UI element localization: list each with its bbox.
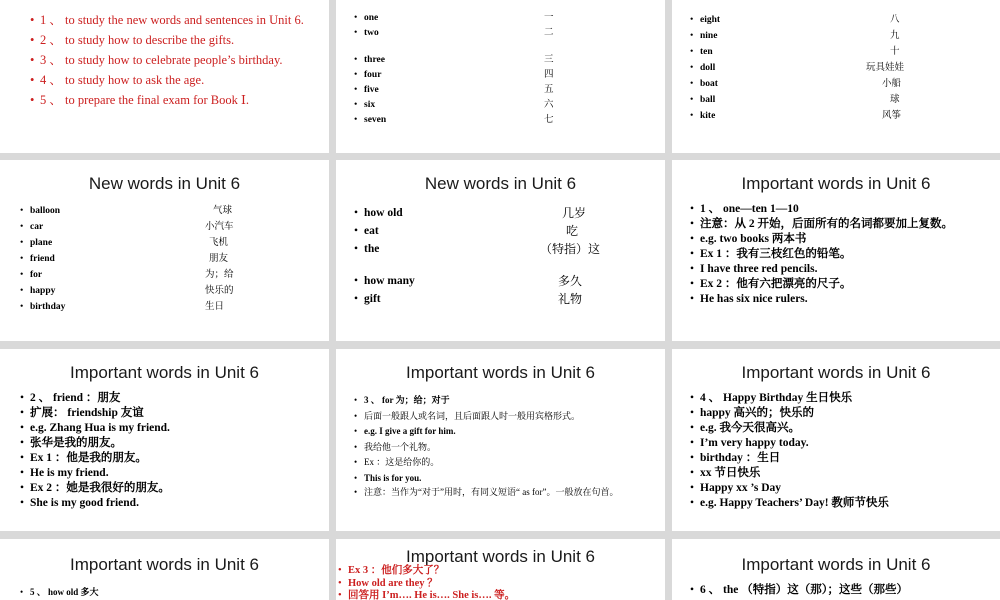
list-item: • Ex ：这是给你的。 <box>354 455 654 471</box>
list-item: • He has six nice rulers. <box>690 292 990 307</box>
list-item: • 5 、 how old 多大 <box>20 585 320 600</box>
list-item: • e.g. Zhang Hua is my friend. <box>20 421 320 436</box>
list-item: • I’m very happy today. <box>690 436 990 451</box>
word-en: one <box>364 13 379 23</box>
list-item: • 4 、 to study how to ask the age. <box>30 72 315 88</box>
list-item: • Ex 3 ：他们多大了？ <box>338 565 658 578</box>
word-en: four <box>364 70 382 80</box>
list-item <box>20 267 320 283</box>
list-item: • 1 、 one—ten 1—10 <box>690 202 990 217</box>
list-item: • e.g. Happy Teachers’ Day! 教师节快乐 <box>690 496 990 511</box>
list-item: • 5 、 to prepare the final exam for Book Ⅰ. <box>30 92 315 108</box>
list-item <box>690 44 990 60</box>
slide-2 <box>336 0 665 153</box>
list-item: • How old are they ？ <box>338 578 658 591</box>
notes-list <box>690 583 995 598</box>
word-cn: 为；给 <box>205 270 234 280</box>
list-item <box>20 251 320 267</box>
word-cn: 吃 <box>566 224 579 238</box>
word-cn: 玩具娃娃 <box>866 63 905 73</box>
list-item: • Ex 1 ：我有三枝红色的铅笔。 <box>690 247 990 262</box>
list-item <box>354 290 654 308</box>
word-cn: 风筝 <box>882 111 902 121</box>
list-item <box>354 11 654 26</box>
list-item: • She is my good friend. <box>20 496 320 511</box>
list-item <box>354 53 654 68</box>
list-item <box>20 203 320 219</box>
word-en: boat <box>700 79 718 89</box>
word-cn: 一 <box>544 13 554 23</box>
word-en: how old <box>364 207 403 219</box>
word-en: kite <box>700 111 716 121</box>
list-item <box>20 235 320 251</box>
list-item <box>354 26 654 53</box>
word-en: happy <box>30 286 56 296</box>
list-item: • Ex 2 ：他有六把漂亮的尺子。 <box>690 277 990 292</box>
slide-title: New words in Unit 6 <box>424 174 577 193</box>
word-cn: 五 <box>544 85 554 95</box>
word-en: ball <box>700 95 716 105</box>
slide-title: Important words in Unit 6 <box>406 363 595 382</box>
word-en: ten <box>700 47 713 57</box>
objectives-list <box>30 12 315 112</box>
list-item: • 我给他一个礼物。 <box>354 440 654 456</box>
list-item: • 注意：当作为“对于”用时，有同义短语“ as for”。一般放在句首。 <box>354 486 654 499</box>
list-item: • He is my friend. <box>20 466 320 481</box>
word-en: six <box>364 100 376 110</box>
word-en: how many <box>364 275 415 287</box>
list-item <box>354 240 654 272</box>
word-en: balloon <box>30 206 61 216</box>
slide-1 <box>0 0 329 153</box>
vocab-list <box>354 204 654 308</box>
word-cn: 六 <box>544 100 554 110</box>
list-item: • 后面一般跟人或名词，且后面跟人时一般用宾格形式。 <box>354 409 654 425</box>
word-cn: 小汽车 <box>205 222 234 232</box>
list-item: • 回答用 I’m…. He is…. She is…. 等。 <box>338 590 658 600</box>
word-en: eat <box>364 225 379 237</box>
word-cn: 二 <box>544 28 554 38</box>
slide-7 <box>0 349 329 531</box>
list-item <box>354 113 654 128</box>
list-item <box>354 98 654 113</box>
slide-title: Important words in Unit 6 <box>70 555 259 574</box>
list-item: • 2 、 to study how to describe the gifts. <box>30 32 315 48</box>
word-en: friend <box>30 254 55 264</box>
list-item: • Ex 2 ：她是我很好的朋友。 <box>20 481 320 496</box>
word-cn: 多久 <box>558 274 583 288</box>
list-item: • 张华是我的朋友。 <box>20 436 320 451</box>
list-item <box>20 219 320 235</box>
word-en: nine <box>700 31 718 41</box>
list-item <box>690 92 990 108</box>
notes-list <box>690 202 990 307</box>
vocab-list <box>690 12 990 124</box>
slide-title: Important words in Unit 6 <box>741 363 931 382</box>
slide-title: New words in Unit 6 <box>88 174 241 193</box>
notes-list <box>354 393 654 499</box>
slide-10 <box>0 539 329 600</box>
list-item: • 注意：从 2 开始，后面所有的名词都要加上复数。 <box>690 217 990 232</box>
notes-list <box>20 585 320 600</box>
word-en: seven <box>364 115 387 125</box>
list-item <box>354 83 654 98</box>
word-en: gift <box>364 293 381 305</box>
word-cn: 球 <box>890 95 900 105</box>
list-item: • 3 、 to study how to celebrate people’s birthday. <box>30 52 315 68</box>
slide-6 <box>672 160 1000 341</box>
slide-title: Important words in Unit 6 <box>741 555 931 574</box>
word-cn: 四 <box>544 70 554 80</box>
word-en: five <box>364 85 379 95</box>
word-cn: （特指）这 <box>540 242 601 256</box>
list-item: • Ex 1 ：他是我的朋友。 <box>20 451 320 466</box>
word-cn: 礼物 <box>558 292 583 306</box>
list-item: • e.g. 我今天很高兴。 <box>690 421 990 436</box>
list-item: • 扩展： friendship 友谊 <box>20 406 320 421</box>
word-cn: 气球 <box>213 206 233 216</box>
list-item: • 3 、 for 为；给；对于 <box>354 393 654 409</box>
word-cn: 快乐的 <box>205 286 234 296</box>
word-cn: 几岁 <box>562 206 587 220</box>
list-item: • 2 、 friend ：朋友 <box>20 391 320 406</box>
list-item: • birthday ：生日 <box>690 451 990 466</box>
word-cn: 三 <box>544 55 554 65</box>
slide-5 <box>336 160 665 341</box>
word-cn: 小船 <box>882 79 902 89</box>
list-item: • 1 、 to study the new words and sentences in Unit 6. <box>30 12 315 28</box>
slide-3 <box>672 0 1000 153</box>
list-item <box>690 12 990 28</box>
word-en: for <box>30 270 43 280</box>
vocab-list <box>354 11 654 128</box>
word-cn: 七 <box>544 115 554 125</box>
list-item <box>690 60 990 76</box>
slide-11 <box>336 539 665 600</box>
list-item <box>20 299 320 315</box>
slide-title: Important words in Unit 6 <box>70 363 259 382</box>
list-item: • 4 、 Happy Birthday 生日快乐 <box>690 391 990 406</box>
word-en: plane <box>30 238 53 248</box>
word-en: birthday <box>30 302 66 312</box>
list-item <box>354 272 654 290</box>
vocab-list <box>20 203 320 315</box>
word-en: eight <box>700 15 721 25</box>
slide-12 <box>672 539 1000 600</box>
slide-8 <box>336 349 665 531</box>
word-cn: 生日 <box>205 302 225 312</box>
list-item <box>690 28 990 44</box>
list-item <box>20 283 320 299</box>
word-en: two <box>364 28 379 38</box>
list-item: • 6 、 the （特指）这（那）；这些（那些） <box>690 583 995 598</box>
word-cn: 朋友 <box>209 254 229 264</box>
notes-list <box>338 565 658 600</box>
word-en: doll <box>700 63 716 73</box>
list-item <box>354 222 654 240</box>
notes-list <box>20 391 320 511</box>
notes-list <box>690 391 990 511</box>
list-item <box>690 76 990 92</box>
slide-4 <box>0 160 329 341</box>
list-item: • This is for you. <box>354 471 654 487</box>
word-cn: 飞机 <box>209 238 229 248</box>
slide-title: Important words in Unit 6 <box>406 547 595 566</box>
list-item <box>354 204 654 222</box>
list-item: • e.g. two books 两本书 <box>690 232 990 247</box>
word-en: three <box>364 55 385 65</box>
list-item: • I have three red pencils. <box>690 262 990 277</box>
list-item: • happy 高兴的；快乐的 <box>690 406 990 421</box>
word-cn: 九 <box>890 31 900 41</box>
word-en: car <box>30 222 44 232</box>
list-item <box>354 68 654 83</box>
word-cn: 十 <box>890 47 900 57</box>
word-en: the <box>364 243 380 255</box>
list-item: • xx 节日快乐 <box>690 466 990 481</box>
slide-title: Important words in Unit 6 <box>741 174 931 193</box>
list-item: • e.g. I give a gift for him. <box>354 424 654 440</box>
word-cn: 八 <box>890 15 900 25</box>
slide-9 <box>672 349 1000 531</box>
list-item <box>690 108 990 124</box>
list-item: • Happy xx ’s Day <box>690 481 990 496</box>
